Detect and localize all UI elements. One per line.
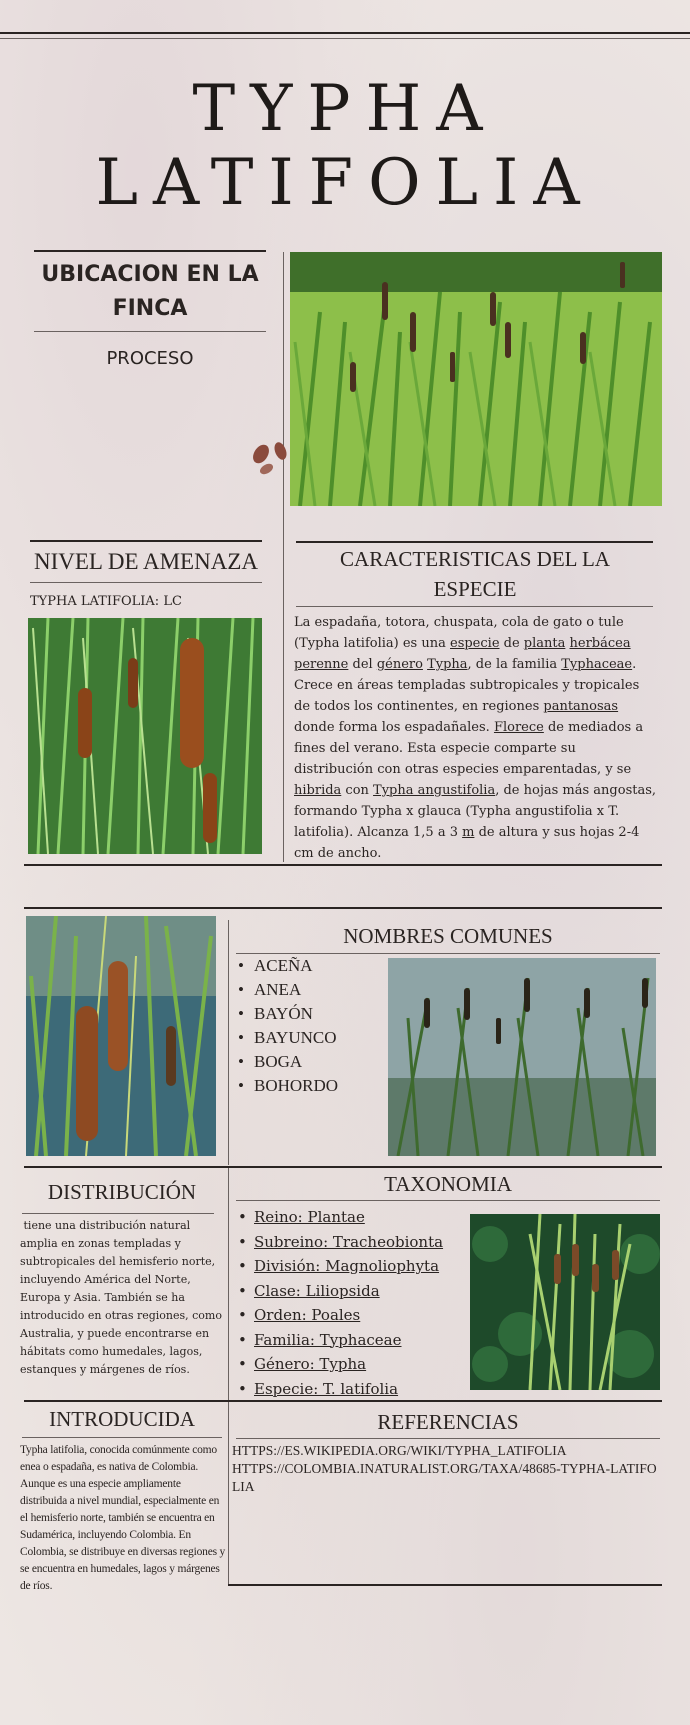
references-list bbox=[232, 1442, 660, 1496]
taxonomy-link[interactable]: Reino: Plantae bbox=[254, 1208, 365, 1226]
taxonomy-item bbox=[238, 1254, 458, 1279]
top-rule bbox=[0, 32, 690, 34]
characteristics-text-fragment: de mediados a fines del verano. Esta especie comparte su distribución con otras especies emparentadas, y se bbox=[294, 720, 644, 777]
column-divider-lower bbox=[228, 1168, 229, 1586]
column-divider-top bbox=[283, 252, 284, 862]
characteristics-link[interactable]: especie bbox=[450, 636, 500, 651]
cattail-water-photo bbox=[26, 916, 216, 1156]
references-heading: REFERENCIAS bbox=[377, 1410, 519, 1434]
taxonomy-item bbox=[238, 1352, 458, 1377]
characteristics-text-fragment: donde forma los espadañales. bbox=[294, 720, 494, 735]
characteristics-text-fragment: , de hojas más angostas, formando Typha x glauca (Typha angustifolia x T. latifolia). Alcanza 1,5 a 3 bbox=[294, 783, 657, 840]
distribution-text: tiene una distribución natural amplia en zonas templadas y subtropicales del hemisferio norte, incluyendo América del Norte, Europa y Asia. También se ha introducido en otras regiones, como Australia, y puede encontrarse en hábitats como humedales, lagos, estanques y márgenes de ríos. bbox=[20, 1219, 226, 1376]
taxonomy-item bbox=[238, 1328, 458, 1353]
section-rule-1 bbox=[24, 864, 662, 866]
characteristics-heading: CARACTERISTICAS DEL LA ESPECIE bbox=[340, 547, 610, 601]
column-divider-middle bbox=[228, 920, 229, 1165]
taxonomy-link[interactable]: Clase: Liliopsida bbox=[254, 1281, 380, 1300]
bottom-rule bbox=[228, 1584, 662, 1586]
page-title: TYPHA LATIFOLIA bbox=[95, 72, 595, 220]
reference-link[interactable]: HTTPS://COLOMBIA.INATURALIST.ORG/TAXA/48685-TYPHA-LATIFOLIA bbox=[232, 1461, 657, 1494]
cattail-closeup-photo bbox=[28, 618, 262, 854]
taxonomy-link[interactable]: División: Magnoliophyta bbox=[254, 1257, 440, 1275]
distribution-heading: DISTRIBUCIÓN bbox=[47, 1180, 197, 1204]
common-name-item: • BOHORDO bbox=[238, 1074, 378, 1098]
common-names-list bbox=[238, 954, 378, 1098]
section-rule-3 bbox=[24, 1400, 662, 1402]
characteristics-link[interactable]: hibrida bbox=[294, 783, 342, 798]
section-rule-2 bbox=[24, 1166, 662, 1168]
taxonomy-link[interactable]: Especie: T. latifolia bbox=[254, 1379, 399, 1398]
characteristics-text-fragment: La espadaña, totora, chuspata, cola de gato o tule (Typha latifolia) es una bbox=[294, 615, 624, 651]
common-name-item: • ACEÑA bbox=[238, 954, 378, 978]
location-top-rule bbox=[34, 250, 266, 252]
characteristics-link[interactable]: Typha angustifolia bbox=[373, 783, 496, 798]
flower-petal-decoration bbox=[258, 461, 275, 477]
taxonomy-heading: TAXONOMIA bbox=[384, 1172, 512, 1196]
characteristics-link[interactable]: Typha bbox=[427, 657, 468, 672]
characteristics-text-fragment: , de la familia bbox=[467, 657, 562, 672]
characteristics-text-fragment: con bbox=[341, 783, 374, 798]
characteristics-link[interactable]: planta bbox=[523, 636, 566, 651]
characteristics-text-fragment: . Crece en áreas templadas subtropicales y tropicales de todos los continentes, en regiones bbox=[294, 657, 640, 714]
characteristics-top-rule bbox=[296, 541, 653, 543]
introduced-text: Typha latifolia, conocida comúnmente como enea o espadaña, es nativa de Colombia. Aunque es una especie ampliamente distribuida a nivel mundial, especialmente en el hemisferio norte, también se encuentra en Sudamérica, incluyendo Colombia. En Colombia, se distribuye en diversas regiones y se encuentra en humedales, lagos y márgenes de ríos. bbox=[20, 1444, 226, 1592]
taxonomy-item bbox=[238, 1377, 458, 1402]
characteristics-link[interactable]: Florece bbox=[493, 720, 544, 735]
taxonomy-item bbox=[238, 1303, 458, 1328]
threat-value: TYPHA LATIFOLIA: LC bbox=[30, 594, 182, 609]
cattail-bush-photo bbox=[470, 1214, 660, 1390]
top-rule-thin bbox=[0, 38, 690, 39]
taxonomy-item bbox=[238, 1230, 458, 1255]
common-names-heading: NOMBRES COMUNES bbox=[343, 924, 553, 948]
common-name-item: • BOGA bbox=[238, 1050, 378, 1074]
common-name-item: • BAYUNCO bbox=[238, 1026, 378, 1050]
characteristics-text-fragment: de bbox=[499, 636, 524, 651]
taxonomy-link[interactable]: Género: Typha bbox=[254, 1355, 367, 1373]
distribution-divider bbox=[22, 1213, 214, 1214]
cattail-pond-photo bbox=[388, 958, 656, 1156]
common-names-top-rule bbox=[24, 907, 662, 909]
location-value: PROCESO bbox=[106, 348, 194, 369]
introduced-divider bbox=[22, 1437, 222, 1438]
references-divider bbox=[236, 1438, 660, 1439]
taxonomy-link[interactable]: Familia: Typhaceae bbox=[254, 1330, 402, 1349]
location-divider bbox=[34, 331, 266, 332]
characteristics-link[interactable]: herbácea bbox=[569, 636, 631, 651]
taxonomy-divider bbox=[236, 1200, 660, 1201]
characteristics-text-fragment: del bbox=[348, 657, 377, 672]
characteristics-text-fragment: de altura y sus hojas 2-4 cm de ancho. bbox=[294, 825, 640, 861]
characteristics-link[interactable]: género bbox=[376, 657, 423, 672]
location-heading: UBICACION EN LA FINCA bbox=[41, 262, 259, 321]
characteristics-link[interactable]: perenne bbox=[294, 657, 349, 672]
taxonomy-item bbox=[238, 1205, 458, 1230]
threat-heading: NIVEL DE AMENAZA bbox=[33, 549, 258, 574]
characteristics-text bbox=[294, 612, 658, 864]
taxonomy-link[interactable]: Subreino: Tracheobionta bbox=[254, 1232, 444, 1251]
characteristics-link[interactable]: m bbox=[462, 825, 475, 840]
threat-divider bbox=[30, 582, 262, 583]
cattail-field-photo bbox=[290, 252, 662, 506]
flower-petal-decoration bbox=[271, 440, 290, 461]
threat-top-rule bbox=[30, 540, 262, 542]
taxonomy-link[interactable]: Orden: Poales bbox=[254, 1306, 361, 1324]
reference-link[interactable]: HTTPS://ES.WIKIPEDIA.ORG/WIKI/TYPHA_LATIFOLIA bbox=[232, 1443, 567, 1458]
flower-petal-decoration bbox=[251, 442, 271, 466]
common-name-item: • ANEA bbox=[238, 978, 378, 1002]
characteristics-divider bbox=[296, 606, 653, 607]
characteristics-link[interactable]: pantanosas bbox=[543, 699, 619, 714]
common-name-item: • BAYÓN bbox=[238, 1002, 378, 1026]
introduced-heading: INTRODUCIDA bbox=[49, 1407, 195, 1431]
taxonomy-list bbox=[238, 1205, 458, 1401]
taxonomy-item bbox=[238, 1279, 458, 1304]
characteristics-link[interactable]: Typhaceae bbox=[561, 657, 633, 672]
